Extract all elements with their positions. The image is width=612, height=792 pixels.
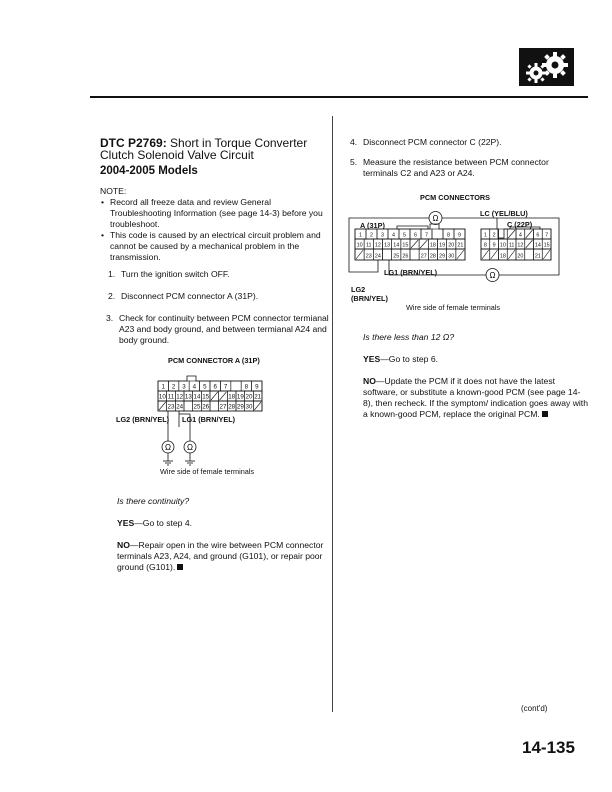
unused-terminal-slash — [254, 402, 261, 410]
step-1 — [108, 269, 330, 280]
terminal-number: 12 — [374, 242, 381, 249]
step-number: 2. — [108, 291, 116, 301]
no-text: —Update the PCM if it does not have the latest software, or substitute a known-good PCM (see page 14-8), then recheck. If the symptom/ indication goes away with a known-good PCM, replace the original PCM. — [363, 376, 588, 419]
terminal-number: 1 — [359, 232, 362, 239]
step-5 — [350, 157, 582, 179]
terminal-number: 18 — [228, 393, 236, 401]
yes-label: YES — [117, 518, 135, 528]
unused-terminal-slash — [508, 230, 515, 238]
terminal-number: 9 — [492, 242, 496, 249]
terminal-number: 18 — [429, 242, 436, 249]
unused-terminal-slash — [543, 250, 550, 259]
lg1-label: LG1 (BRN/YEL) — [384, 268, 438, 277]
dtc-code: DTC P2769: — [100, 136, 167, 150]
terminal-number: 11 — [365, 242, 372, 249]
terminal-number: 2 — [171, 383, 176, 391]
terminal-number: 3 — [182, 383, 186, 391]
step-4 — [350, 137, 582, 148]
terminal-number: 19 — [439, 242, 446, 249]
ohmmeter-icon: Ω — [489, 271, 496, 280]
terminal-number: 29 — [439, 253, 446, 260]
terminal-number: 1 — [161, 383, 165, 391]
terminal-number: 7 — [425, 232, 428, 239]
gears-icon — [519, 48, 574, 86]
terminal-number: 14 — [534, 242, 541, 249]
terminal-cell — [184, 401, 193, 411]
terminal-number: 24 — [374, 253, 381, 260]
terminal-number: 24 — [176, 403, 184, 411]
page-title — [100, 137, 335, 161]
question: Is there less than 12 Ω? — [363, 332, 455, 342]
terminal-number: 2 — [370, 232, 373, 239]
terminal-number: 21 — [254, 393, 262, 401]
ohmmeter-icon: Ω — [165, 443, 171, 452]
step-number: 5. — [350, 157, 358, 167]
terminal-number: 25 — [393, 253, 400, 260]
terminal-number: 4 — [518, 232, 522, 239]
yes-text: —Go to step 4. — [134, 518, 193, 528]
step-text: Disconnect PCM connector C (22P). — [363, 137, 502, 147]
connector-a-title: PCM CONNECTOR A (31P) — [168, 356, 260, 365]
terminal-number: 26 — [402, 253, 409, 260]
dtc-description: Short in Torque Converter Clutch Solenoid Valve Circuit — [100, 136, 308, 162]
no-answer — [117, 540, 332, 573]
unused-terminal-slash — [411, 240, 418, 248]
step-text: Disconnect PCM connector A (31P). — [121, 291, 259, 301]
terminal-cell — [432, 229, 443, 239]
terminal-number: 14 — [393, 242, 400, 249]
terminal-number: 20 — [517, 253, 524, 260]
terminal-number: 4 — [192, 383, 197, 391]
terminal-number: 13 — [184, 393, 192, 401]
terminal-number: 14 — [193, 393, 201, 401]
unused-terminal-slash — [457, 250, 464, 259]
terminal-number: 28 — [429, 253, 436, 260]
terminal-number: 18 — [499, 253, 506, 260]
terminal-number: 4 — [392, 232, 395, 239]
terminal-number: 20 — [245, 393, 253, 401]
lc-label: LC (YEL/BLU) — [480, 209, 528, 218]
unused-terminal-slash — [211, 392, 218, 400]
conn-c-label: C (22P) — [507, 220, 533, 229]
lg2-label-line1: LG2 — [351, 285, 366, 294]
ohmmeter-icon: Ω — [432, 214, 439, 223]
end-mark-icon — [177, 564, 183, 570]
note-item: • Record all freeze data and review General Troubleshooting Information (see page 14-3) before you troubleshoot. — [110, 197, 332, 230]
terminal-number: 27 — [219, 403, 227, 411]
end-mark-icon — [542, 411, 548, 417]
step-number: 1. — [108, 269, 116, 279]
step-number: 3. — [106, 313, 114, 323]
terminal-number: 6 — [213, 383, 217, 391]
note-label: NOTE: — [100, 186, 127, 196]
terminal-number: 12 — [176, 393, 184, 401]
terminal-number: 7 — [545, 232, 549, 239]
terminal-number: 7 — [223, 383, 228, 391]
terminal-number: 23 — [365, 253, 372, 260]
ohmmeter-icon: Ω — [187, 443, 193, 452]
terminal-cell — [499, 229, 508, 239]
terminal-number: 28 — [228, 403, 236, 411]
step-2 — [108, 291, 330, 302]
terminal-number: 21 — [534, 253, 541, 260]
step-text: Check for continuity between PCM connector termianal A23 and body ground, and between termianal A24 and body ground. — [119, 313, 329, 345]
terminal-number: 3 — [381, 232, 384, 239]
yes-answer — [363, 354, 438, 365]
terminal-number: 8 — [483, 242, 487, 249]
unused-terminal-slash — [220, 392, 227, 400]
lg1-label: LG1 (BRN/YEL) — [182, 415, 236, 424]
terminal-number: 27 — [420, 253, 427, 260]
step-3 — [106, 313, 330, 346]
unused-terminal-slash — [420, 240, 427, 248]
terminal-number: 30 — [448, 253, 455, 260]
terminal-number: 9 — [458, 232, 461, 239]
terminal-number: 5 — [203, 383, 207, 391]
terminal-number: 1 — [483, 232, 487, 239]
unused-terminal-slash — [491, 250, 498, 259]
terminal-cell — [210, 401, 219, 411]
models-heading: 2004-2005 Models — [100, 165, 198, 177]
terminal-number: 20 — [448, 242, 455, 249]
step-number: 4. — [350, 137, 358, 147]
terminal-number: 15 — [402, 242, 409, 249]
diagram-caption: Wire side of female terminals — [160, 467, 255, 476]
note-block — [100, 186, 332, 263]
terminal-number: 6 — [536, 232, 540, 239]
terminal-number: 11 — [167, 393, 175, 401]
terminal-number: 5 — [403, 232, 406, 239]
no-text: —Repair open in the wire between PCM connector terminals A23, A24, and ground (G101), or repair poor ground (G101). — [117, 540, 324, 572]
terminal-number: 13 — [384, 242, 391, 249]
lg2-label-line2: (BRN/YEL) — [351, 294, 388, 303]
lg2-label: LG2 (BRN/YEL) — [116, 415, 170, 424]
terminal-number: 30 — [245, 403, 253, 411]
terminal-number: 10 — [499, 242, 506, 249]
unused-terminal-slash — [508, 250, 515, 259]
yes-text: —Go to step 6. — [380, 354, 439, 364]
yes-answer — [117, 518, 192, 529]
terminal-number: 15 — [202, 393, 210, 401]
terminal-cell — [383, 249, 392, 260]
pcm-connectors-title: PCM CONNECTORS — [420, 193, 491, 202]
unused-terminal-slash — [159, 402, 166, 410]
terminal-number: 2 — [492, 232, 496, 239]
terminal-number: 8 — [244, 383, 249, 391]
terminal-number: 11 — [508, 242, 515, 249]
yes-label: YES — [363, 354, 381, 364]
terminal-number: 19 — [236, 393, 244, 401]
terminal-cell — [525, 249, 534, 260]
connector-a-diagram — [110, 375, 290, 475]
terminal-number: 6 — [414, 232, 417, 239]
column-divider — [332, 116, 333, 712]
terminal-number: 12 — [517, 242, 524, 249]
terminal-number: 9 — [255, 383, 259, 391]
terminal-number: 10 — [356, 242, 363, 249]
unused-terminal-slash — [526, 240, 533, 248]
question: Is there continuity? — [117, 496, 190, 506]
terminal-number: 21 — [457, 242, 464, 249]
pcm-connectors-diagram — [345, 205, 565, 290]
no-label: NO — [363, 376, 376, 386]
terminal-number: 10 — [158, 393, 166, 401]
continued-label: (cont'd) — [521, 704, 548, 713]
diagram-caption: Wire side of female terminals — [406, 303, 501, 312]
no-answer — [363, 376, 588, 420]
terminal-number: 25 — [193, 403, 201, 411]
page-number: 14-135 — [522, 738, 575, 757]
header-rule — [90, 96, 588, 98]
terminal-number: 15 — [543, 242, 550, 249]
terminal-cell — [231, 381, 241, 391]
unused-terminal-slash — [482, 250, 489, 259]
step-text: Measure the resistance between PCM connector terminals C2 and A23 or A24. — [363, 157, 549, 178]
unused-terminal-slash — [526, 230, 533, 238]
terminal-number: 23 — [167, 403, 175, 411]
unused-terminal-slash — [356, 250, 363, 259]
step-text: Turn the ignition switch OFF. — [121, 269, 230, 279]
terminal-cell — [410, 249, 419, 260]
terminal-number: 29 — [236, 403, 244, 411]
terminal-number: 26 — [202, 403, 210, 411]
terminal-number: 8 — [447, 232, 450, 239]
lg2-label — [351, 285, 388, 303]
note-item: • This code is caused by an electrical circuit problem and cannot be caused by a mechanical problem in the transmission. — [110, 230, 332, 263]
no-label: NO — [117, 540, 130, 550]
conn-a-label: A (31P) — [360, 221, 385, 230]
